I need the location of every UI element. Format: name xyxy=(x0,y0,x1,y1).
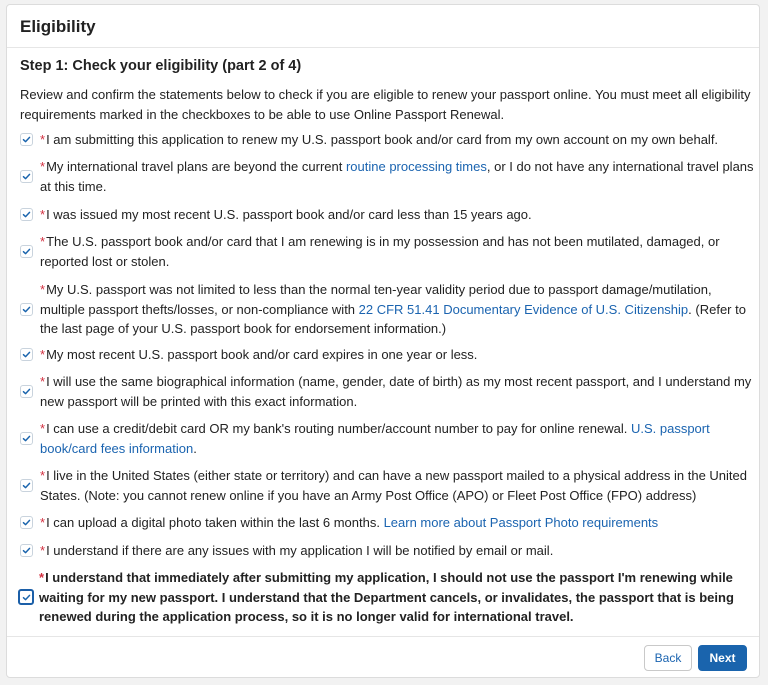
statement-text xyxy=(40,205,755,225)
required-marker: * xyxy=(40,159,46,174)
checkmark-icon xyxy=(22,135,31,144)
checkmark-icon xyxy=(22,518,31,527)
statement-text-part: My most recent U.S. passport book and/or card expires in one year or less. xyxy=(46,347,478,362)
statement-text-part: I understand if there are any issues with my application I will be notified by email or mail. xyxy=(46,543,554,558)
statement-checkbox[interactable] xyxy=(20,348,33,361)
statement-text-part: I understand that immediately after submitting my application, I should not use the passport I'm renewing while waiting for my new passport. I understand that the Department cancels, or invalidates, the passport that is being renewed during the application process, so it is no longer valid for international travel. xyxy=(39,570,734,624)
eligibility-statement xyxy=(20,345,755,365)
statement-text-part: I am submitting this application to renew my U.S. passport book and/or card from my own account on my own behalf. xyxy=(46,132,719,147)
statement-text xyxy=(40,513,755,533)
statement-text-part: The U.S. passport book and/or card that I am renewing is in my possession and has not been mutilated, damaged, or reported lost or stolen. xyxy=(40,234,720,269)
statement-text xyxy=(40,232,755,271)
checkmark-icon xyxy=(22,247,31,256)
required-marker: * xyxy=(40,207,46,222)
eligibility-card xyxy=(6,4,760,678)
statement-checkbox[interactable] xyxy=(20,170,33,183)
statement-text-part: I will use the same biographical information (name, gender, date of birth) as my most recent passport, and I understand my new passport will be printed with this exact information. xyxy=(40,374,752,409)
required-marker: * xyxy=(40,347,46,362)
eligibility-statement xyxy=(20,466,755,505)
required-marker: * xyxy=(40,515,46,530)
checkmark-icon xyxy=(22,210,31,219)
checkmark-icon xyxy=(22,481,31,490)
statement-checkbox[interactable] xyxy=(20,479,33,492)
intro-text: Review and confirm the statements below to check if you are eligible to renew your passport online. You must meet all eligibility requirements marked in the checkboxes to be able to use Online Passport Renewal. xyxy=(20,87,751,122)
checkmark-icon xyxy=(22,387,31,396)
statement-link[interactable]: 22 CFR 51.41 Documentary Evidence of U.S. Citizenship xyxy=(358,301,689,317)
eligibility-statement xyxy=(20,280,755,339)
statement-checkbox[interactable] xyxy=(20,133,33,146)
next-button[interactable]: Next xyxy=(698,645,747,671)
eligibility-statement xyxy=(20,568,755,627)
eligibility-statement xyxy=(20,130,755,150)
checkmark-icon xyxy=(22,172,31,181)
statement-text xyxy=(40,345,755,365)
statement-text xyxy=(40,419,755,458)
statement-checkbox[interactable] xyxy=(20,245,33,258)
statement-checkbox[interactable] xyxy=(20,385,33,398)
checkmark-icon xyxy=(22,305,31,314)
statement-text-part: , or I do not have any international travel plans at this time. xyxy=(40,159,754,194)
eligibility-statement xyxy=(20,419,755,458)
required-marker: * xyxy=(40,282,46,297)
eligibility-statement xyxy=(20,157,755,196)
statement-checkbox[interactable] xyxy=(20,303,33,316)
statement-text xyxy=(40,541,755,561)
checkmark-icon xyxy=(22,350,31,359)
statement-text xyxy=(40,372,755,411)
step-heading: Step 1: Check your eligibility (part 2 of 4) xyxy=(20,58,302,74)
required-marker: * xyxy=(40,374,46,389)
eligibility-statement xyxy=(20,205,755,225)
eligibility-statement xyxy=(20,541,755,561)
checkmark-icon xyxy=(22,546,31,555)
statement-text xyxy=(40,157,755,196)
required-marker: * xyxy=(40,543,46,558)
statement-text-part: I can use a credit/debit card OR my bank's routing number/account number to pay for online renewal. xyxy=(46,421,631,436)
statement-text-part: My international travel plans are beyond the current xyxy=(46,159,346,174)
checkmark-icon xyxy=(22,434,31,443)
statement-text xyxy=(40,466,755,505)
statement-text xyxy=(40,130,755,150)
eligibility-statement xyxy=(20,232,755,271)
checkmark-icon xyxy=(22,593,31,602)
statement-link[interactable]: U.S. passport book/card fees information xyxy=(40,421,710,456)
eligibility-statement xyxy=(20,372,755,411)
statement-checkbox[interactable] xyxy=(20,516,33,529)
statement-text xyxy=(40,280,755,339)
eligibility-statement xyxy=(20,513,755,533)
statement-checkbox[interactable] xyxy=(20,544,33,557)
title-divider xyxy=(7,47,759,48)
statement-text-part: I live in the United States (either state or territory) and can have a new passport mailed to a physical address in the United States. (Note: you cannot renew online if you have an Army Post Office (APO) or Fleet Post Office (FPO) address) xyxy=(40,468,747,503)
statement-checkbox[interactable] xyxy=(20,432,33,445)
footer-divider xyxy=(7,636,759,637)
statement-text-part: My U.S. passport was not limited to less than the normal ten-year validity period due to passport damage/mutilation, multiple passport thefts/losses, or non-compliance with xyxy=(40,282,712,317)
page-title: Eligibility xyxy=(20,17,96,36)
statement-text-part: . (Refer to the last page of your U.S. passport book for endorsement information.) xyxy=(40,301,746,336)
statement-link[interactable]: routine processing times xyxy=(345,159,487,174)
required-marker: * xyxy=(40,421,46,436)
required-marker: * xyxy=(40,234,46,249)
statement-link[interactable]: Learn more about Passport Photo requirements xyxy=(383,515,659,530)
required-marker: * xyxy=(40,468,46,483)
back-button[interactable]: Back xyxy=(644,645,692,671)
required-marker: * xyxy=(39,570,45,585)
statement-checkbox[interactable] xyxy=(18,589,34,605)
statement-text-part: . xyxy=(193,440,197,456)
statement-text xyxy=(39,568,755,627)
statement-checkbox[interactable] xyxy=(20,208,33,221)
statement-text-part: I can upload a digital photo taken within the last 6 months. xyxy=(46,515,384,530)
statement-text-part: I was issued my most recent U.S. passport book and/or card less than 15 years ago. xyxy=(46,207,532,222)
required-marker: * xyxy=(40,132,46,147)
